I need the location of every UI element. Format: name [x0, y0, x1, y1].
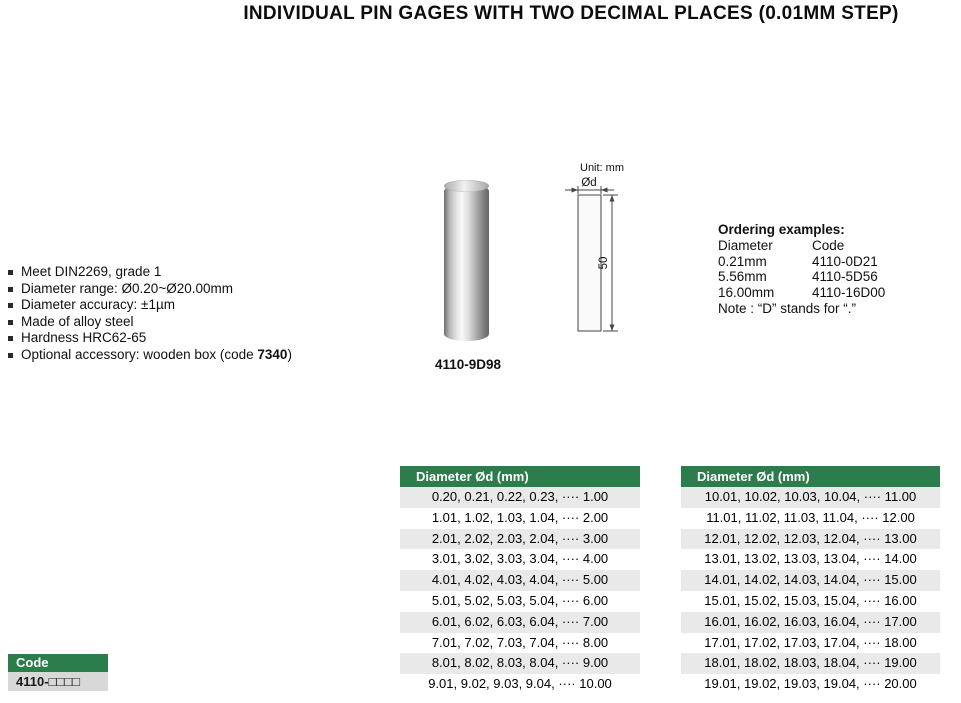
ordering-row — [718, 269, 948, 285]
bullet-square-icon — [8, 303, 13, 308]
table-row: 3.01, 3.02, 3.03, 3.04, ···· 4.00 — [400, 549, 640, 570]
ordering-col-diameter: Diameter — [718, 237, 773, 253]
bullet-square-icon — [8, 287, 13, 292]
table-row: 4.01, 4.02, 4.03, 4.04, ···· 5.00 — [400, 570, 640, 591]
arrowhead-icon — [572, 188, 579, 193]
bullet-square-icon — [8, 353, 13, 358]
feature-text: Hardness HRC62-65 — [21, 330, 147, 345]
code-box-header: Code — [8, 654, 108, 672]
table-row: 17.01, 17.02, 17.03, 17.04, ···· 18.00 — [681, 633, 940, 654]
table-row: 18.01, 18.02, 18.03, 18.04, ···· 19.00 — [681, 653, 940, 674]
dimension-drawing-svg — [552, 156, 692, 346]
ordering-row — [718, 285, 948, 301]
bullet-square-icon — [8, 336, 13, 341]
feature-text — [21, 347, 292, 364]
feature-item — [8, 264, 292, 281]
ordering-diameter: 0.21mm — [718, 253, 767, 269]
arrowhead-icon — [601, 188, 608, 193]
table-row: 19.01, 19.02, 19.03, 19.04, ···· 20.00 — [681, 674, 940, 695]
ordering-diameter: 5.56mm — [718, 269, 767, 285]
ordering-examples — [718, 222, 948, 317]
ordering-note: Note : “D” stands for “.” — [718, 300, 857, 316]
feature-item — [8, 314, 292, 331]
ordering-columns — [718, 238, 948, 254]
code-box — [8, 654, 108, 691]
code-box-value: 4110-□□□□ — [8, 672, 108, 691]
feature-text: Diameter accuracy: ±1µm — [21, 297, 175, 312]
feature-text: Meet DIN2269, grade 1 — [21, 264, 162, 279]
table-row: 10.01, 10.02, 10.03, 10.04, ···· 11.00 — [681, 487, 940, 508]
table-row: 8.01, 8.02, 8.03, 8.04, ···· 9.00 — [400, 653, 640, 674]
feature-item — [8, 330, 292, 347]
ordering-col-code: Code — [812, 237, 845, 253]
feature-item — [8, 281, 292, 298]
ordering-code: 4110-16D00 — [812, 285, 886, 301]
feature-list — [8, 264, 292, 363]
ordering-row — [718, 254, 948, 270]
feature-text-pre: Optional accessory: wooden box (code — [21, 346, 258, 362]
table-row: 11.01, 11.02, 11.03, 11.04, ···· 12.00 — [681, 508, 940, 529]
unit-label: Unit: mm — [580, 162, 624, 174]
pin-model-label: 4110-9D98 — [434, 357, 502, 372]
table-row: 14.01, 14.02, 14.03, 14.04, ···· 15.00 — [681, 570, 940, 591]
table-row: 9.01, 9.02, 9.03, 9.04, ···· 10.00 — [400, 674, 640, 695]
pin-body — [444, 184, 489, 341]
table-row: 16.01, 16.02, 16.03, 16.04, ···· 17.00 — [681, 612, 940, 633]
arrowhead-icon — [610, 325, 615, 332]
feature-text-post: ) — [287, 346, 292, 362]
feature-item — [8, 347, 292, 364]
table-row: 15.01, 15.02, 15.03, 15.04, ···· 16.00 — [681, 591, 940, 612]
table-row: 0.20, 0.21, 0.22, 0.23, ···· 1.00 — [400, 487, 640, 508]
feature-code-bold: 7340 — [257, 346, 288, 362]
ordering-diameter: 16.00mm — [718, 285, 775, 301]
ordering-code: 4110-0D21 — [812, 253, 878, 269]
dimension-drawing — [552, 156, 692, 346]
length-dim-label: 50 — [598, 256, 610, 270]
pin-gage-photo — [444, 180, 489, 341]
table-row: 7.01, 7.02, 7.03, 7.04, ···· 8.00 — [400, 633, 640, 654]
feature-item — [8, 297, 292, 314]
ordering-heading: Ordering examples: — [718, 222, 845, 237]
pin-top-cap — [444, 180, 489, 192]
table-row: 13.01, 13.02, 13.03, 13.04, ···· 14.00 — [681, 549, 940, 570]
table-row: 5.01, 5.02, 5.03, 5.04, ···· 6.00 — [400, 591, 640, 612]
page-title: INDIVIDUAL PIN GAGES WITH TWO DECIMAL PLACES (0.01MM STEP) — [243, 3, 899, 24]
table-row: 12.01, 12.02, 12.03, 12.04, ···· 13.00 — [681, 529, 940, 550]
diameter-table-1 — [400, 466, 640, 695]
diameter-dim-label: Ød — [581, 177, 597, 189]
feature-text: Diameter range: Ø0.20~Ø20.00mm — [21, 280, 233, 296]
table-header: Diameter Ød (mm) — [400, 466, 640, 487]
bullet-square-icon — [8, 320, 13, 325]
table-row: 1.01, 1.02, 1.03, 1.04, ···· 2.00 — [400, 508, 640, 529]
table-row: 2.01, 2.02, 2.03, 2.04, ···· 3.00 — [400, 529, 640, 550]
diameter-table-2 — [681, 466, 940, 695]
bullet-square-icon — [8, 270, 13, 275]
feature-text: Made of alloy steel — [21, 313, 134, 329]
table-header: Diameter Ød (mm) — [681, 466, 940, 487]
arrowhead-icon — [610, 195, 615, 202]
ordering-code: 4110-5D56 — [812, 269, 878, 285]
table-row: 6.01, 6.02, 6.03, 6.04, ···· 7.00 — [400, 612, 640, 633]
